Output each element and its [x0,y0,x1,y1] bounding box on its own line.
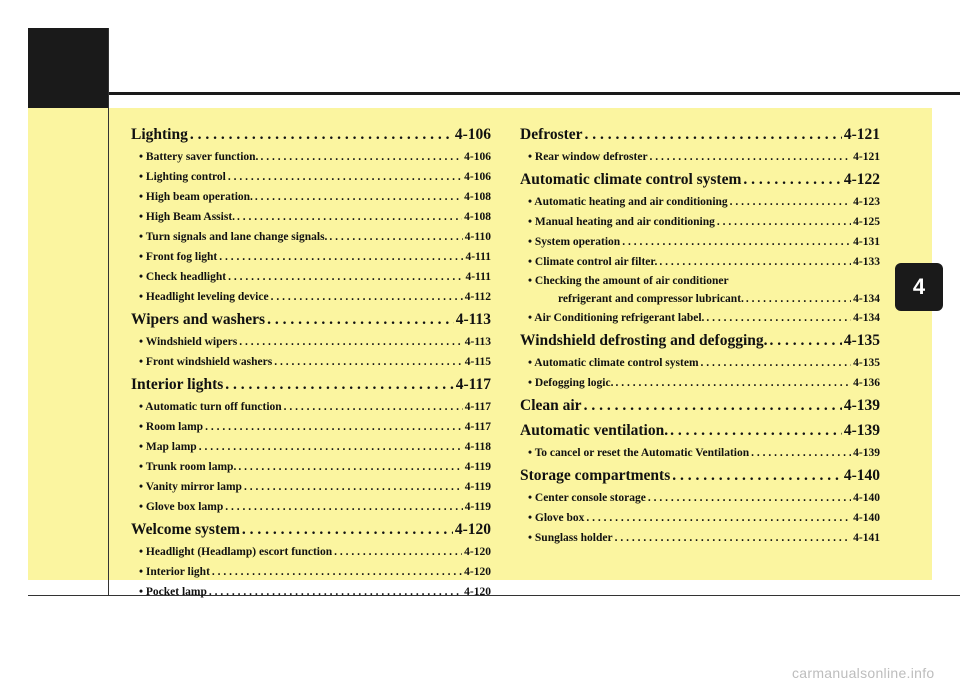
toc-page-number: 4-106 [464,171,491,183]
toc-page-number: 4-134 [853,293,880,305]
toc-entry-label: • Manual heating and air conditioning [528,216,715,228]
toc-right-column [520,122,880,548]
toc-page-number: 4-108 [464,191,491,203]
toc-item-entry[interactable] [520,212,880,232]
toc-item-entry[interactable] [131,147,491,167]
toc-item-entry[interactable] [131,227,491,247]
dot-leader [255,187,462,207]
toc-entry-label: refrigerant and compressor lubricant. [558,293,744,305]
dot-leader [199,437,463,457]
toc-page-number: 4-133 [853,256,880,268]
toc-entry-label: • Lighting control [139,171,226,183]
dot-leader [228,267,463,287]
toc-page-number: 4-119 [464,461,491,473]
toc-entry-label: • System operation [528,236,621,248]
toc-page-number: 4-120 [464,546,491,558]
dot-leader [334,542,462,562]
dot-leader [615,528,852,548]
toc-entry-label: • Automatic turn off function [139,401,282,413]
toc-entry-label: • Turn signals and lane change signals. [139,231,328,243]
toc-entry-label: • Windshield wipers [139,336,238,348]
toc-page-number: 4-113 [455,311,491,328]
toc-item-entry[interactable] [520,353,880,373]
toc-item-entry[interactable] [131,207,491,227]
toc-page-number: 4-120 [464,566,491,578]
dot-leader [260,147,462,167]
toc-page-number: 4-123 [853,196,880,208]
dot-leader [225,373,453,397]
dot-leader [242,518,453,542]
toc-entry-label: • Glove box lamp [139,501,224,513]
dot-leader [585,123,842,147]
toc-item-entry[interactable] [131,187,491,207]
dot-leader [584,394,842,418]
toc-entry-label: Storage compartments [520,467,671,484]
dot-leader [648,488,851,508]
dot-leader [267,308,454,332]
dot-leader [212,562,462,582]
dot-leader [237,207,462,227]
toc-page-number: 4-139 [843,397,880,414]
toc-item-entry[interactable] [131,332,491,352]
watermark: carmanualsonline.info [792,665,935,681]
toc-item-entry[interactable] [131,562,491,582]
toc-entry-label: • To cancel or reset the Automatic Ventilation [528,447,750,459]
toc-page-number: 4-141 [853,532,880,544]
toc-section-entry[interactable] [520,394,880,418]
toc-page-number: 4-136 [853,377,880,389]
toc-entry-label: • Automatic heating and air conditioning [528,196,728,208]
toc-item-entry[interactable] [131,542,491,562]
toc-page-number: 4-118 [464,441,491,453]
toc-section-entry[interactable] [520,329,880,353]
dot-leader [239,332,463,352]
toc-page-number: 4-140 [853,512,880,524]
dot-leader [701,353,852,373]
toc-item-entry[interactable] [131,497,491,517]
dot-leader [205,417,463,437]
toc-section-entry[interactable] [520,419,880,443]
toc-page-number: 4-106 [464,151,491,163]
toc-section-entry[interactable] [131,373,491,397]
dot-leader [238,457,462,477]
toc-item-entry[interactable] [520,252,880,272]
toc-entry-label: • Automatic climate control system [528,357,699,369]
toc-entry-label: • High Beam Assist. [139,211,236,223]
toc-entry-label: Welcome system [131,521,240,538]
dot-leader [274,352,463,372]
toc-page-number: 4-125 [853,216,880,228]
toc-item-entry[interactable] [131,417,491,437]
toc-page-number: 4-135 [843,332,880,349]
header-rule [109,92,960,95]
toc-item-entry[interactable] [131,267,491,287]
toc-entry-label: • Air Conditioning refrigerant label. [528,312,705,324]
toc-entry-label: • Trunk room lamp. [139,461,237,473]
toc-entry-label: • High beam operation. [139,191,253,203]
dot-leader [190,123,453,147]
toc-item-entry[interactable] [131,437,491,457]
toc-page-number: 4-106 [454,126,491,143]
toc-entry-label: • Check headlight [139,271,227,283]
toc-entry-label: • Interior light [139,566,210,578]
toc-item-entry[interactable] [520,488,880,508]
toc-entry-label: • Rear window defroster [528,151,648,163]
toc-item-entry[interactable] [131,352,491,372]
dot-leader [670,419,842,443]
toc-entry-label: • Front fog light [139,251,218,263]
dot-leader [615,373,851,393]
toc-item-entry[interactable] [131,477,491,497]
toc-page-number: 4-121 [853,151,880,163]
toc-entry-label: • Battery saver function. [139,151,259,163]
toc-entry-label: • Defogging logic. [528,377,614,389]
toc-section-entry[interactable] [520,123,880,147]
chapter-tab[interactable]: 4 [895,263,943,311]
toc-entry-label: • Room lamp [139,421,204,433]
toc-item-entry[interactable] [520,192,880,212]
dot-leader [751,443,851,463]
dot-leader [717,212,851,232]
toc-entry-label: Lighting [131,126,188,143]
chapter-header-block [28,28,109,108]
toc-item-entry[interactable] [131,397,491,417]
toc-page-number: 4-139 [853,447,880,459]
toc-section-entry[interactable] [131,308,491,332]
dot-leader [219,247,463,267]
toc-item-entry[interactable] [520,232,880,252]
toc-item-entry[interactable] [520,373,880,393]
toc-page-number: 4-113 [464,336,491,348]
dot-leader [586,508,851,528]
toc-page-number: 4-117 [464,401,491,413]
toc-page-number: 4-111 [465,271,491,283]
toc-page-number: 4-112 [464,291,491,303]
toc-entry-label: • Front windshield washers [139,356,273,368]
toc-entry-label: • Vanity mirror lamp [139,481,242,493]
toc-entry-label: Automatic climate control system [520,171,742,188]
toc-page-number: 4-134 [853,312,880,324]
toc-entry-label: Windshield defrosting and defogging. [520,332,768,349]
toc-item-entry[interactable] [520,290,880,308]
toc-entry-label: Defroster [520,126,583,143]
dot-leader [622,232,851,252]
toc-section-entry[interactable] [131,518,491,542]
toc-page-number: 4-120 [454,521,491,538]
dot-leader [706,308,851,328]
toc-section-entry[interactable] [520,464,880,488]
toc-page-number: 4-121 [843,126,880,143]
toc-page-number: 4-117 [455,376,491,393]
toc-entry-label: • Glove box [528,512,585,524]
toc-item-entry[interactable] [520,508,880,528]
toc-item-entry[interactable] [131,167,491,187]
toc-page-number: 4-110 [464,231,491,243]
dot-leader [770,329,842,353]
dot-leader [730,192,851,212]
toc-entry-label: • Center console storage [528,492,646,504]
toc-item-entry[interactable] [520,308,880,328]
toc-item-entry[interactable] [520,528,880,548]
toc-page-number: 4-140 [853,492,880,504]
dot-leader [271,287,463,307]
toc-item-entry[interactable] [520,272,880,290]
toc-page-number: 4-135 [853,357,880,369]
toc-page-number: 4-140 [843,467,880,484]
toc-page-number: 4-111 [465,251,491,263]
toc-page-number: 4-117 [464,421,491,433]
toc-entry-label: • Headlight (Headlamp) escort function [139,546,333,558]
toc-entry-label: • Headlight leveling device [139,291,269,303]
toc-page-number: 4-120 [464,586,491,598]
toc-entry-label: Wipers and washers [131,311,266,328]
dot-leader [209,582,462,602]
dot-leader [743,168,841,192]
dot-leader [244,477,463,497]
toc-page-number: 4-131 [853,236,880,248]
toc-item-entry[interactable] [131,582,491,602]
dot-leader [284,397,463,417]
toc-page-number: 4-139 [843,422,880,439]
dot-leader [329,227,462,247]
toc-entry-label: • Climate control air filter. [528,256,658,268]
dot-leader [228,167,462,187]
toc-item-entry[interactable] [131,287,491,307]
toc-page-number: 4-119 [464,501,491,513]
toc-section-entry[interactable] [131,123,491,147]
toc-left-column [131,122,491,602]
toc-page-number: 4-122 [843,171,880,188]
margin-rule [108,28,109,596]
toc-page-number: 4-115 [464,356,491,368]
toc-entry-label: • Map lamp [139,441,197,453]
dot-leader [746,290,851,308]
toc-entry-label: Automatic ventilation. [520,422,669,439]
dot-leader [672,464,842,488]
toc-section-entry[interactable] [520,168,880,192]
toc-item-entry[interactable] [131,247,491,267]
toc-page-number: 4-108 [464,211,491,223]
dot-leader [650,147,852,167]
dot-leader [659,252,851,272]
toc-item-entry[interactable] [520,147,880,167]
toc-entry-label: • Checking the amount of air conditioner [528,275,729,287]
toc-entry-label: Clean air [520,397,582,414]
dot-leader [225,497,463,517]
toc-entry-label: Interior lights [131,376,224,393]
toc-entry-label: • Sunglass holder [528,532,613,544]
toc-entry-label: • Pocket lamp [139,586,207,598]
toc-item-entry[interactable] [520,443,880,463]
toc-item-entry[interactable] [131,457,491,477]
toc-page-number: 4-119 [464,481,491,493]
